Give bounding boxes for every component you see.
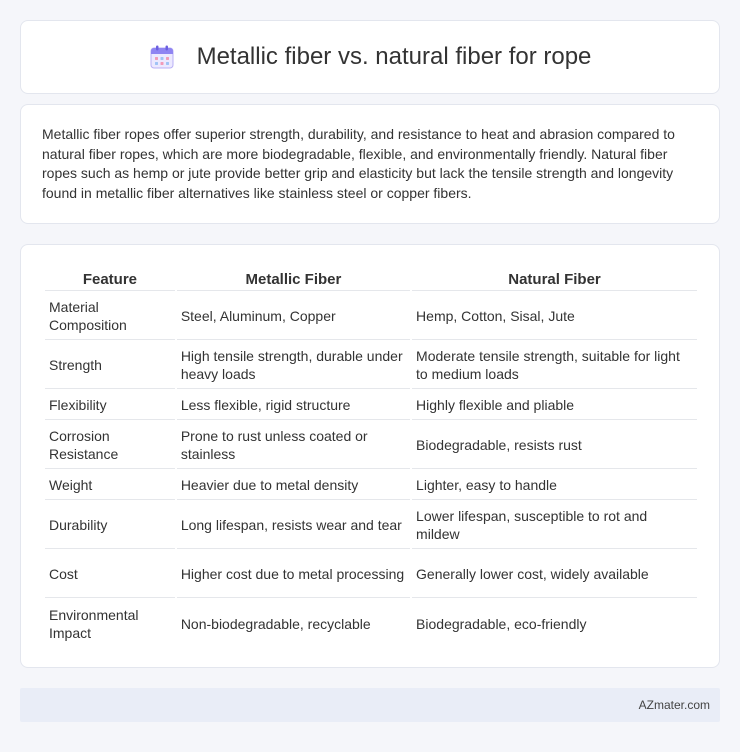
table-row — [45, 600, 697, 647]
metallic-cell: Heavier due to metal density — [177, 471, 410, 500]
feature-cell: Weight — [45, 471, 175, 500]
metallic-cell: High tensile strength, durable under heavy loads — [177, 342, 410, 389]
title-card — [20, 20, 720, 94]
header-natural-fiber: Natural Fiber — [412, 267, 697, 291]
natural-cell: Hemp, Cotton, Sisal, Jute — [412, 293, 697, 340]
feature-cell: Material Composition — [45, 293, 175, 340]
feature-cell: Flexibility — [45, 391, 175, 420]
feature-cell: Durability — [45, 502, 175, 549]
summary-card — [20, 104, 720, 224]
natural-cell: Moderate tensile strength, suitable for light to medium loads — [412, 342, 697, 389]
table-row — [45, 471, 697, 500]
natural-cell: Lower lifespan, susceptible to rot and mildew — [412, 502, 697, 549]
comparison-table — [43, 265, 699, 649]
footer-brand: AZmater.com — [638, 698, 710, 712]
footer-bar — [20, 688, 720, 722]
metallic-cell: Less flexible, rigid structure — [177, 391, 410, 420]
natural-cell: Biodegradable, resists rust — [412, 422, 697, 469]
page-title: Metallic fiber vs. natural fiber for rope — [196, 43, 592, 70]
metallic-cell: Non-biodegradable, recyclable — [180, 615, 371, 632]
feature-cell: Environmental Impact — [49, 606, 139, 641]
table-row — [45, 293, 697, 340]
metallic-cell: Higher cost due to metal processing — [177, 551, 410, 598]
natural-cell: Generally lower cost, widely available — [412, 551, 697, 598]
summary-text: Metallic fiber ropes offer superior strength, durability, and resistance to heat and abrasion compared to natural fiber ropes, which are more biodegradable, flexible, and environmentally friendly. Natural fiber ropes such as hemp or jute provide better grip and elasticity but lack the tensile strength and longevity found in metallic fiber alternatives like stainless steel or copper fibers. — [42, 126, 675, 201]
natural-cell: Lighter, easy to handle — [412, 471, 697, 500]
table-header-row — [45, 267, 697, 291]
natural-cell: Biodegradable, eco-friendly — [416, 615, 587, 632]
calendar-icon — [149, 44, 175, 70]
table-row — [45, 502, 697, 549]
comparison-table-card — [20, 244, 720, 668]
table-row — [45, 551, 697, 598]
table-row — [45, 391, 697, 420]
metallic-cell: Steel, Aluminum, Copper — [177, 293, 410, 340]
table-row — [45, 422, 697, 469]
feature-cell: Strength — [45, 342, 175, 389]
table-row — [45, 342, 697, 389]
feature-cell: Cost — [45, 551, 175, 598]
natural-cell: Highly flexible and pliable — [412, 391, 697, 420]
metallic-cell: Prone to rust unless coated or stainless — [177, 422, 410, 469]
header-feature: Feature — [45, 267, 175, 291]
feature-cell: Corrosion Resistance — [45, 422, 175, 469]
header-metallic-fiber: Metallic Fiber — [177, 267, 410, 291]
metallic-cell: Long lifespan, resists wear and tear — [177, 502, 410, 549]
